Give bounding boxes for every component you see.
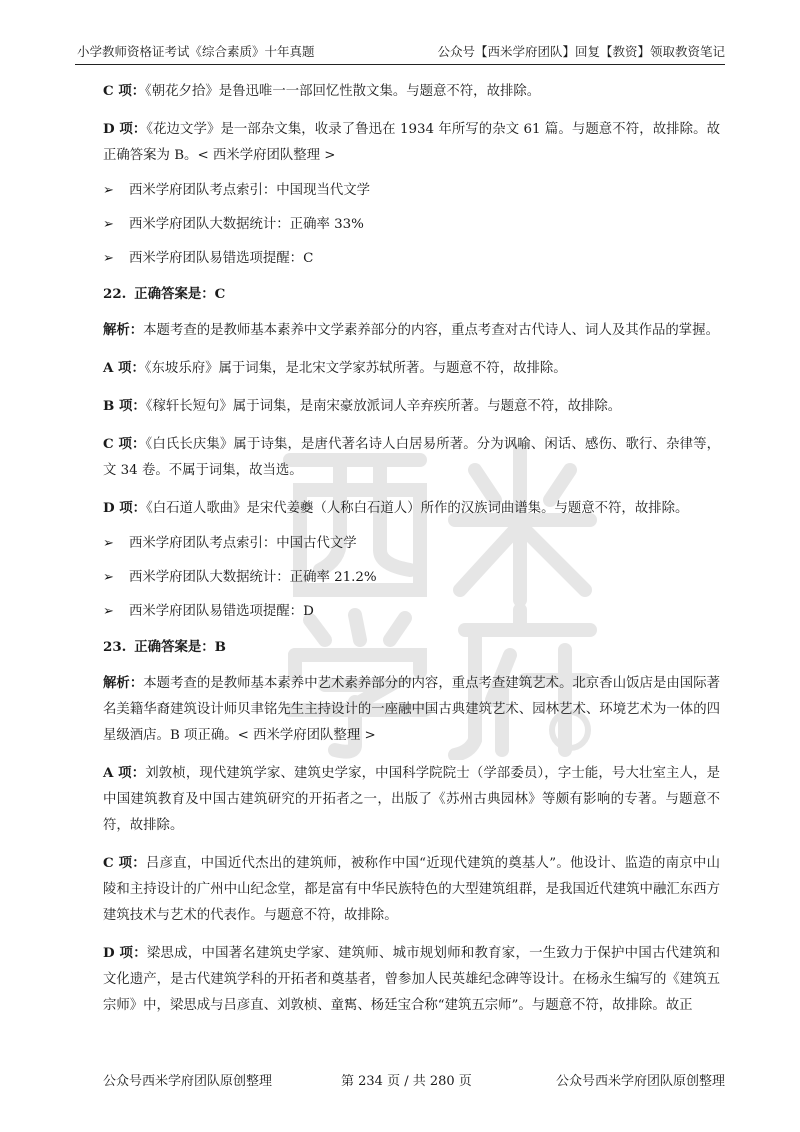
footer-right: 公众号西米学府团队原创整理 xyxy=(555,1074,725,1089)
arrow-bullet-icon: ➢ xyxy=(103,570,114,585)
q22-option-d: D 项：《白石道人歌曲》是宋代姜夔（人称白石道人）所作的汉族词曲谱集。与题意不符，故排除。 xyxy=(103,500,689,516)
q22-analysis: 解析：本题考查的是教师基本素养中文学素养部分的内容，重点考查对古代诗人、词人及其作品的掌握。 xyxy=(103,322,719,338)
arrow-bullet-icon: ➢ xyxy=(103,604,114,619)
q22-option-c: C 项：《白氏长庆集》属于诗集，是唐代著名诗人白居易所著。分为讽喻、闲话、感伤、歌行、杂律等，文 34 卷。不属于词集，故当选。 xyxy=(103,436,721,478)
header-book-title: 小学教师资格证考试《综合素质》十年真题 xyxy=(77,44,315,59)
q21-bullet-topic: ➢ 西米学府团队考点索引：中国现当代文学 xyxy=(103,180,720,202)
arrow-bullet-icon: ➢ xyxy=(103,251,114,266)
q23-heading: 23. 正确答案是：B xyxy=(103,639,226,655)
q23-option-c: C 项：吕彦直，中国近代杰出的建筑师，被称作中国“近现代建筑的奠基人”。他设计、监造的南京中山陵和主持设计的广州中山纪念堂，都是富有中华民族特色的大型建筑组群，是我国近代建筑中融汇东西方建筑技术与艺术的代表作。与题意不符，故排除。 xyxy=(103,855,720,923)
page-number: 第 234 页 / 共 280 页 xyxy=(341,1074,472,1089)
arrow-bullet-icon: ➢ xyxy=(103,217,114,232)
page-content xyxy=(103,78,720,1030)
q21-bullet-stats: ➢ 西米学府团队大数据统计：正确率 33% xyxy=(103,214,720,236)
page-header xyxy=(75,42,725,65)
q22-bullet-stats: ➢ 西米学府团队大数据统计：正确率 21.2% xyxy=(103,567,720,589)
arrow-bullet-icon: ➢ xyxy=(103,536,114,551)
q23-option-d: D 项：梁思成，中国著名建筑史学家、建筑师、城市规划师和教育家，一生致力于保护中国古代建筑和文化遗产，是古代建筑学科的开拓者和奠基者，曾参加人民英雄纪念碑等设计。在杨永生编写的《建筑五宗师》中，梁思成与吕彦直、刘敦桢、童寯、杨廷宝合称“建筑五宗师”。与题意不符，故排除。故正 xyxy=(103,945,720,1013)
q23-option-a: A 项：刘敦桢，现代建筑学家、建筑史学家，中国科学院院士（学部委员），字士能，号大壮室主人，是中国建筑教育及中国古建筑研究的开拓者之一，出版了《苏州古典园林》等颇有影响的专著。与题意不符，故排除。 xyxy=(103,765,721,833)
q21-option-d: D 项：《花边文学》是一部杂文集，收录了鲁迅在 1934 年所写的杂文 61 篇。与题意不符，故排除。故正确答案为 B。< 西米学府团队整理 > xyxy=(103,121,720,163)
page-footer xyxy=(90,1072,725,1092)
arrow-bullet-icon: ➢ xyxy=(103,183,114,198)
q22-bullet-topic: ➢ 西米学府团队考点索引：中国古代文学 xyxy=(103,533,720,555)
footer-left: 公众号西米学府团队原创整理 xyxy=(103,1074,273,1089)
q22-heading: 22. 正确答案是：C xyxy=(103,286,226,302)
q23-analysis: 解析：本题考查的是教师基本素养中艺术素养部分的内容，重点考查建筑艺术。北京香山饭店是由国际著名美籍华裔建筑设计师贝聿铭先生主持设计的一座融中国古典建筑艺术、园林艺术、环境艺术为一体的四星级酒店。B 项正确。< 西米学府团队整理 > xyxy=(103,675,721,743)
q21-bullet-error: ➢ 西米学府团队易错选项提醒：C xyxy=(103,248,720,270)
q22-option-a: A 项：《东坡乐府》属于词集，是北宋文学家苏轼所著。与题意不符，故排除。 xyxy=(103,360,567,376)
q22-option-b: B 项：《稼轩长短句》属于词集，是南宋豪放派词人辛弃疾所著。与题意不符，故排除。 xyxy=(103,398,622,414)
header-promo: 公众号【西米学府团队】回复【教资】领取教资笔记 xyxy=(437,44,725,59)
q22-bullet-error: ➢ 西米学府团队易错选项提醒：D xyxy=(103,601,720,623)
q21-option-c: C 项：《朝花夕拾》是鲁迅唯一一部回忆性散文集。与题意不符，故排除。 xyxy=(103,83,541,99)
